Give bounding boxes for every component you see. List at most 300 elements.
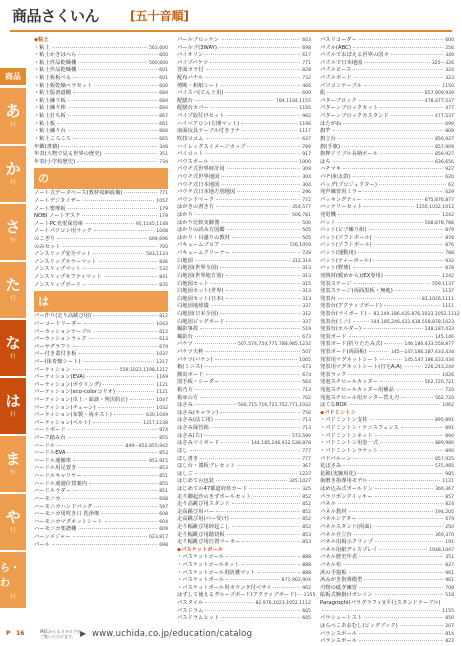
index-entry[interactable]	[320, 265, 454, 273]
index-entry[interactable]	[320, 128, 454, 136]
index-entry[interactable]	[320, 425, 454, 433]
index-entry[interactable]	[34, 427, 168, 435]
index-entry[interactable]	[320, 554, 454, 562]
entry-pages: 889,986	[435, 441, 454, 447]
index-entry[interactable]	[320, 37, 454, 45]
entry-pages: 562,720,721	[424, 380, 454, 386]
entry-name: パイプバケツ	[177, 59, 209, 66]
entry-pages: 673	[302, 372, 311, 378]
index-entry[interactable]	[320, 303, 454, 311]
index-entry[interactable]	[177, 341, 311, 349]
entry-pages: 1150	[442, 83, 454, 89]
entry-pages: 1137	[442, 289, 454, 295]
dot-leader	[221, 39, 300, 40]
index-entry[interactable]	[320, 67, 454, 75]
dot-leader	[375, 541, 443, 542]
index-entry[interactable]	[177, 501, 311, 509]
index-entry[interactable]	[320, 151, 454, 159]
entry-pages: 605	[302, 616, 311, 622]
index-entry[interactable]	[177, 265, 311, 273]
index-entry[interactable]	[177, 90, 311, 98]
tab-label: 行	[10, 122, 16, 128]
index-entry[interactable]	[34, 251, 168, 259]
index-entry[interactable]	[320, 75, 454, 83]
entry-pages: 772	[302, 197, 311, 203]
index-entry[interactable]	[34, 213, 168, 221]
entry-name: ・バスケットゴール用防護マット	[177, 569, 256, 576]
dot-leader	[221, 222, 300, 223]
index-entry[interactable]	[34, 113, 168, 121]
index-entry[interactable]	[320, 387, 454, 395]
index-entry[interactable]	[320, 577, 454, 585]
entry-name: バキュームプロア	[177, 242, 220, 249]
index-entry[interactable]	[177, 349, 311, 357]
index-entry[interactable]	[320, 463, 454, 471]
dot-leader	[225, 92, 300, 93]
entry-name: ◆バスケットボール	[177, 546, 224, 553]
index-entry[interactable]	[177, 478, 311, 486]
index-entry[interactable]	[320, 516, 454, 524]
index-entry[interactable]	[34, 266, 168, 274]
entry-pages: 1065	[299, 357, 311, 363]
index-entry[interactable]	[177, 189, 311, 197]
tab-ya-row[interactable]	[0, 494, 26, 550]
entry-pages: 891	[445, 426, 454, 432]
index-entry[interactable]	[320, 121, 454, 129]
index-entry[interactable]	[320, 242, 454, 250]
index-entry[interactable]	[320, 83, 454, 91]
index-entry[interactable]	[34, 534, 168, 542]
entry-name: のみセット	[34, 243, 61, 250]
entry-pages: 1000	[299, 159, 311, 165]
dot-leader	[299, 594, 302, 595]
index-entry[interactable]	[34, 351, 168, 359]
dot-leader	[195, 260, 290, 261]
entry-name: バーンメジャー	[34, 533, 71, 540]
index-entry[interactable]	[177, 395, 311, 403]
dot-leader	[190, 450, 301, 451]
index-entry[interactable]	[320, 592, 454, 600]
index-entry[interactable]	[34, 228, 168, 236]
index-entry[interactable]	[320, 90, 454, 98]
dot-leader	[73, 138, 157, 139]
dot-leader	[73, 77, 157, 78]
index-entry[interactable]	[34, 397, 168, 405]
index-entry[interactable]	[320, 417, 454, 425]
entry-name: 発電機	[320, 212, 336, 219]
index-entry[interactable]	[177, 326, 311, 334]
dot-leader	[216, 199, 300, 200]
entry-pages: 1057	[156, 198, 168, 204]
tab-label: 行	[10, 354, 16, 360]
entry-pages: 732	[302, 76, 311, 82]
dot-leader	[104, 153, 158, 154]
index-entry[interactable]	[34, 374, 168, 382]
index-entry[interactable]	[34, 128, 168, 136]
index-entry[interactable]	[177, 577, 311, 585]
tab-kana: た	[5, 276, 21, 294]
dot-leader	[195, 214, 290, 215]
index-entry[interactable]	[34, 389, 168, 397]
index-entry[interactable]	[177, 440, 311, 448]
dot-leader	[348, 374, 440, 375]
index-entry[interactable]	[320, 273, 454, 281]
index-entry[interactable]	[177, 539, 311, 547]
entry-pages: 777	[302, 456, 311, 462]
index-entry[interactable]	[320, 501, 454, 509]
dot-leader	[353, 267, 444, 268]
entry-name: バケツ天秤	[177, 348, 204, 355]
entry-name: 貼板式腕掛けガレイン	[320, 592, 373, 599]
index-entry[interactable]	[320, 615, 454, 623]
index-entry[interactable]	[320, 402, 454, 410]
index-entry[interactable]	[177, 592, 316, 600]
entry-name: 花ばさみ	[320, 463, 342, 470]
index-entry[interactable]	[320, 288, 454, 296]
entry-pages: 597	[159, 504, 168, 510]
index-entry[interactable]	[177, 319, 311, 327]
index-entry[interactable]	[34, 321, 168, 329]
entry-name: 配膳台カバー	[177, 105, 209, 112]
index-entry[interactable]	[177, 379, 311, 387]
index-entry[interactable]	[177, 311, 311, 319]
index-entry[interactable]	[320, 600, 454, 608]
index-entry[interactable]	[320, 189, 454, 197]
entry-pages: 1169	[156, 375, 168, 381]
index-entry[interactable]	[177, 174, 311, 182]
dot-leader	[78, 69, 157, 70]
entry-name: はてなBOX	[320, 402, 347, 409]
dot-leader	[353, 321, 369, 322]
index-entry[interactable]	[320, 456, 454, 464]
entry-pages: 1048,1047	[429, 547, 454, 553]
index-entry[interactable]	[177, 554, 311, 562]
section-heading: は	[34, 291, 168, 312]
entry-name: パラシュートスト	[320, 615, 363, 622]
index-entry[interactable]	[177, 387, 311, 395]
index-entry[interactable]	[320, 136, 454, 144]
entry-name: ハイベアロン(左開マット)	[177, 120, 240, 127]
dot-leader	[343, 168, 443, 169]
entry-pages: 1026	[442, 372, 454, 378]
index-entry[interactable]	[34, 336, 168, 344]
index-entry[interactable]	[34, 511, 168, 519]
index-entry[interactable]	[320, 144, 454, 152]
dot-leader	[342, 146, 433, 147]
entry-pages: 562,720	[435, 395, 454, 401]
dot-leader	[249, 488, 300, 489]
dot-leader	[374, 237, 444, 238]
index-entry[interactable]	[320, 440, 454, 448]
dot-leader	[216, 511, 300, 512]
index-entry[interactable]	[34, 159, 168, 167]
entry-pages: 824	[445, 502, 454, 508]
dot-leader	[349, 572, 444, 573]
dot-leader	[338, 222, 423, 223]
index-entry[interactable]	[34, 236, 168, 244]
entry-pages: 1155	[442, 608, 454, 614]
entry-pages: 917	[302, 152, 311, 158]
tab-ma-row[interactable]	[0, 436, 26, 492]
index-entry[interactable]	[177, 250, 311, 258]
index-entry[interactable]	[34, 488, 168, 496]
entry-pages: 313	[302, 289, 311, 295]
index-entry[interactable]	[177, 166, 311, 174]
entry-pages: 853	[159, 466, 168, 472]
index-entry[interactable]	[177, 456, 311, 464]
index-entry[interactable]	[320, 227, 454, 235]
catalog-url-link[interactable]: www.uchida.co.jp/education/catalog	[92, 629, 253, 639]
index-entry[interactable]	[34, 526, 168, 534]
tab-label: 行	[10, 180, 16, 186]
tab-kana: は	[5, 392, 21, 410]
index-entry[interactable]	[177, 151, 311, 159]
entry-name: 年鑑(書籍)	[34, 143, 60, 150]
entry-pages: 95,1145,1148	[135, 221, 168, 227]
index-entry[interactable]	[320, 212, 454, 220]
index-entry[interactable]	[34, 359, 168, 367]
index-entry[interactable]	[320, 539, 454, 547]
index-entry[interactable]	[320, 113, 454, 121]
index-entry[interactable]	[320, 326, 454, 334]
dot-leader	[211, 107, 298, 108]
index-entry[interactable]	[34, 37, 168, 45]
index-entry[interactable]	[34, 504, 168, 512]
index-entry[interactable]	[34, 282, 168, 290]
entry-name: 走高跳び用バー	[177, 508, 215, 515]
entry-name: バチ(和太鼓)	[320, 173, 351, 180]
entry-pages: 179	[159, 206, 168, 212]
entry-pages: 81,1026,1111	[421, 296, 454, 302]
tab-sa-row[interactable]	[0, 204, 26, 260]
dot-leader	[396, 389, 443, 390]
index-entry[interactable]	[320, 379, 454, 387]
dot-leader	[52, 544, 157, 545]
tab-ka-row[interactable]	[0, 146, 26, 202]
entry-name: 年表(人物で見る世界の歴史)	[34, 151, 102, 158]
index-entry[interactable]	[34, 329, 168, 337]
dot-leader	[354, 534, 433, 535]
entry-name: パー作り(走り高跳び用)	[34, 313, 92, 320]
entry-name: 白地図ビッグボード	[177, 318, 225, 325]
entry-name: パターブロック	[320, 97, 357, 104]
index-entry[interactable]	[34, 105, 168, 113]
entry-name: パネルスタンド(両面)	[320, 524, 372, 530]
index-entry[interactable]	[320, 166, 454, 174]
index-entry[interactable]	[34, 90, 168, 98]
entry-pages: 351	[445, 555, 454, 561]
dot-leader	[219, 47, 300, 48]
entry-pages: 728	[302, 251, 311, 257]
index-entry[interactable]	[177, 562, 311, 570]
tab-ra-wa-row[interactable]	[0, 552, 26, 608]
entry-pages: 313	[302, 266, 311, 272]
dot-leader	[380, 153, 433, 154]
tab-a-row[interactable]	[0, 88, 26, 144]
index-entry[interactable]	[320, 204, 454, 212]
index-entry[interactable]	[177, 448, 311, 456]
dot-leader	[237, 191, 300, 192]
index-entry[interactable]	[177, 144, 311, 152]
dot-leader	[89, 483, 157, 484]
index-entry[interactable]	[177, 204, 311, 212]
index-entry[interactable]	[177, 212, 311, 220]
index-entry[interactable]	[320, 319, 454, 327]
index-entry[interactable]	[34, 435, 168, 443]
dot-leader	[404, 366, 423, 367]
index-entry[interactable]	[177, 75, 311, 83]
dot-leader	[242, 130, 297, 131]
index-entry[interactable]	[34, 198, 168, 206]
entry-name: ・粘土版書道棚	[34, 90, 72, 97]
entry-pages: 1062	[442, 403, 454, 409]
entry-name: パイオリン	[177, 52, 204, 59]
dot-leader	[232, 252, 300, 253]
index-entry[interactable]	[177, 281, 311, 289]
index-entry[interactable]	[177, 113, 311, 121]
index-entry[interactable]	[320, 494, 454, 502]
index-entry[interactable]	[320, 341, 454, 349]
entry-name: バッテリーセット	[320, 204, 363, 211]
index-entry[interactable]	[34, 274, 168, 282]
index-entry[interactable]	[320, 250, 454, 258]
dot-leader	[221, 442, 249, 443]
index-entry[interactable]	[34, 67, 168, 75]
index-entry[interactable]	[177, 128, 311, 136]
index-entry[interactable]	[177, 364, 311, 372]
entry-name: はさみ保管箱	[177, 425, 209, 432]
index-entry[interactable]	[177, 227, 311, 235]
entry-name: 発表台(マイボード)	[320, 310, 367, 317]
dot-leader	[73, 92, 157, 93]
index-entry[interactable]	[177, 273, 311, 281]
index-entry[interactable]	[177, 334, 311, 342]
dot-leader	[220, 313, 300, 314]
entry-pages: 888	[302, 563, 311, 569]
entry-name: 発表用マグネットシート(自宅A,A)	[320, 364, 402, 371]
dot-leader	[273, 587, 300, 588]
dot-leader	[220, 267, 300, 268]
index-entry[interactable]	[177, 52, 311, 60]
entry-name: はらぺこあおむし(ビッグブック)	[320, 622, 398, 629]
entry-pages: 771	[159, 191, 168, 197]
dot-leader	[99, 261, 158, 262]
index-entry[interactable]	[177, 105, 311, 113]
index-entry[interactable]	[177, 67, 311, 75]
index-entry[interactable]	[177, 37, 311, 45]
dot-leader	[93, 422, 142, 423]
dot-leader	[83, 268, 157, 269]
index-entry[interactable]	[320, 478, 454, 486]
index-entry[interactable]	[177, 402, 311, 410]
tab-ta-row[interactable]	[0, 262, 26, 318]
entry-pages: 836	[159, 259, 168, 265]
index-entry[interactable]	[320, 105, 454, 113]
entry-pages: 788	[445, 251, 454, 257]
index-entry[interactable]	[34, 465, 168, 473]
index-entry[interactable]	[177, 417, 311, 425]
index-entry[interactable]	[177, 425, 311, 433]
entry-name: 発表台(ホルダー)	[320, 326, 361, 333]
index-entry[interactable]	[320, 310, 460, 319]
index-entry[interactable]	[320, 364, 454, 372]
dot-leader	[375, 488, 433, 489]
entry-pages: 708	[445, 585, 454, 591]
dot-leader	[363, 328, 423, 329]
index-entry[interactable]	[177, 242, 311, 250]
dot-leader	[216, 206, 290, 207]
entry-pages: 226,243,244	[424, 365, 454, 371]
entry-pages: 146,186,433,558,877	[404, 342, 454, 348]
index-entry[interactable]	[34, 313, 168, 321]
entry-name: はち	[320, 158, 331, 165]
index-entry[interactable]	[34, 136, 168, 144]
index-entry[interactable]	[34, 412, 168, 420]
index-entry[interactable]	[320, 281, 454, 289]
entry-name: ハードルEVA	[34, 450, 66, 457]
index-entry[interactable]	[320, 448, 454, 456]
dot-leader	[68, 208, 158, 209]
index-entry[interactable]	[34, 473, 168, 481]
index-entry[interactable]	[177, 463, 311, 471]
index-entry[interactable]	[34, 367, 168, 375]
index-entry[interactable]	[177, 136, 311, 144]
index-entry[interactable]	[177, 486, 311, 494]
index-entry[interactable]	[34, 52, 168, 60]
entry-pages: 852	[302, 509, 311, 515]
dot-leader	[68, 437, 158, 438]
index-entry[interactable]	[320, 524, 454, 532]
index-entry[interactable]	[177, 600, 311, 608]
entry-name: パーフ踏み台	[34, 435, 66, 442]
index-entry[interactable]	[34, 190, 168, 198]
entry-pages: 207	[445, 623, 454, 629]
index-entry[interactable]	[320, 349, 454, 357]
index-entry[interactable]	[177, 524, 311, 532]
dot-leader	[83, 284, 157, 285]
index-entry[interactable]	[320, 174, 454, 182]
dot-leader	[343, 564, 443, 565]
entry-pages: 841	[159, 275, 168, 281]
dot-leader	[211, 283, 300, 284]
entry-pages: 366,367	[435, 486, 454, 492]
index-entry[interactable]	[320, 486, 454, 494]
index-entry[interactable]	[34, 75, 168, 83]
index-column-2	[177, 37, 316, 623]
index-entry[interactable]	[34, 144, 168, 152]
index-entry[interactable]	[34, 542, 168, 550]
index-entry[interactable]	[34, 151, 168, 159]
index-entry[interactable]	[320, 562, 454, 570]
tab-na-row[interactable]	[0, 320, 26, 376]
tab-ha-row[interactable]	[0, 378, 26, 434]
index-entry[interactable]	[177, 288, 311, 296]
index-entry[interactable]	[34, 496, 168, 504]
entry-pages: 507	[302, 349, 311, 355]
entry-name: ・粘土かきはべら	[34, 52, 77, 59]
index-entry[interactable]	[177, 303, 311, 311]
entry-name: 白地図(世界全図)	[177, 265, 219, 272]
entry-name: バット(ソフトボール)	[320, 234, 372, 241]
index-entry[interactable]	[34, 450, 168, 458]
index-entry[interactable]	[177, 516, 311, 524]
dot-leader	[73, 536, 147, 537]
index-entry[interactable]	[177, 615, 311, 623]
dot-leader	[52, 47, 147, 48]
index-entry[interactable]	[320, 52, 454, 60]
entry-pages: 612	[159, 329, 168, 335]
tab-products[interactable]: 商品	[0, 68, 26, 85]
